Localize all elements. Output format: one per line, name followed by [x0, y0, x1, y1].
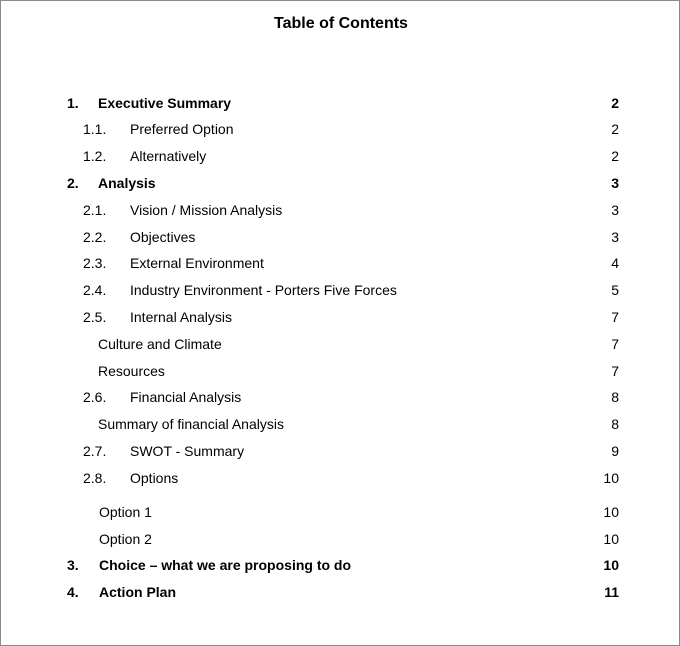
toc-label: Action Plan [99, 584, 177, 600]
toc-page-number: 8 [611, 416, 619, 432]
toc-number: 2.3. [83, 255, 107, 271]
toc-page-number: 9 [611, 443, 619, 459]
toc-number: 2.5. [83, 309, 107, 325]
toc-entry[interactable] [1, 336, 680, 356]
toc-entry[interactable] [1, 255, 680, 275]
toc-number: 2.8. [83, 470, 107, 486]
toc-label: Internal Analysis [130, 309, 232, 325]
toc-number: 2.1. [83, 202, 107, 218]
toc-page-number: 2 [611, 148, 619, 164]
toc-number: 2.4. [83, 282, 107, 298]
toc-entry[interactable] [1, 229, 680, 249]
toc-number: 2.7. [83, 443, 107, 459]
toc-entry[interactable] [1, 504, 680, 524]
toc-number: 4. [67, 584, 79, 600]
toc-page-number: 5 [611, 282, 619, 298]
toc-page-number: 10 [603, 470, 619, 486]
toc-label: Options [130, 470, 179, 486]
toc-label: Summary of financial Analysis [98, 416, 284, 432]
toc-number: 3. [67, 557, 79, 573]
toc-number: 1. [67, 95, 79, 111]
toc-label: Culture and Climate [98, 336, 222, 352]
toc-page-number: 7 [611, 363, 619, 379]
toc-entry[interactable] [1, 470, 680, 490]
toc-number: 1.2. [83, 148, 107, 164]
toc-entry[interactable] [1, 531, 680, 551]
toc-label: Executive Summary [98, 95, 232, 111]
toc-page-number: 11 [604, 584, 619, 600]
toc-page-number: 2 [611, 121, 619, 137]
toc-entry[interactable] [1, 443, 680, 463]
toc-label: External Environment [130, 255, 264, 271]
toc-entry[interactable] [1, 148, 680, 168]
toc-label: Choice – what we are proposing to do [99, 557, 352, 573]
toc-label: Objectives [130, 229, 196, 245]
toc-label: Resources [98, 363, 165, 379]
toc-label: Alternatively [130, 148, 207, 164]
toc-label: Preferred Option [130, 121, 234, 137]
toc-page-number: 3 [611, 202, 619, 218]
toc-entry[interactable] [1, 121, 680, 141]
toc-entry[interactable] [1, 202, 680, 222]
toc-label: Analysis [98, 175, 156, 191]
toc-page-number: 10 [603, 531, 619, 547]
toc-entry[interactable] [1, 282, 680, 302]
toc-label: Vision / Mission Analysis [130, 202, 283, 218]
toc-page-number: 8 [611, 389, 619, 405]
toc-entry[interactable] [1, 416, 680, 436]
toc-page-number: 3 [611, 229, 619, 245]
toc-entry[interactable] [1, 309, 680, 329]
toc-page-number: 7 [611, 309, 619, 325]
toc-entry[interactable] [1, 584, 680, 604]
toc-page-number: 2 [611, 95, 619, 111]
toc-entry[interactable] [1, 95, 680, 115]
toc-entry[interactable] [1, 557, 680, 577]
toc-entry[interactable] [1, 363, 680, 383]
toc-label: Financial Analysis [130, 389, 242, 405]
toc-page-number: 10 [603, 504, 619, 520]
toc-page-number: 4 [611, 255, 619, 271]
toc-label: Option 1 [99, 504, 152, 520]
toc-page-number: 3 [611, 175, 619, 191]
toc-entry[interactable] [1, 389, 680, 409]
toc-label: SWOT - Summary [130, 443, 245, 459]
toc-page-number: 7 [611, 336, 619, 352]
toc-label: Industry Environment - Porters Five Forces [130, 282, 397, 298]
toc-number: 2. [67, 175, 79, 191]
toc-number: 2.6. [83, 389, 107, 405]
toc-label: Option 2 [99, 531, 152, 547]
page-title: Table of Contents [274, 15, 408, 32]
toc-entry[interactable] [1, 175, 680, 195]
toc-page-number: 10 [603, 557, 619, 573]
toc-number: 1.1. [83, 121, 107, 137]
toc-number: 2.2. [83, 229, 107, 245]
